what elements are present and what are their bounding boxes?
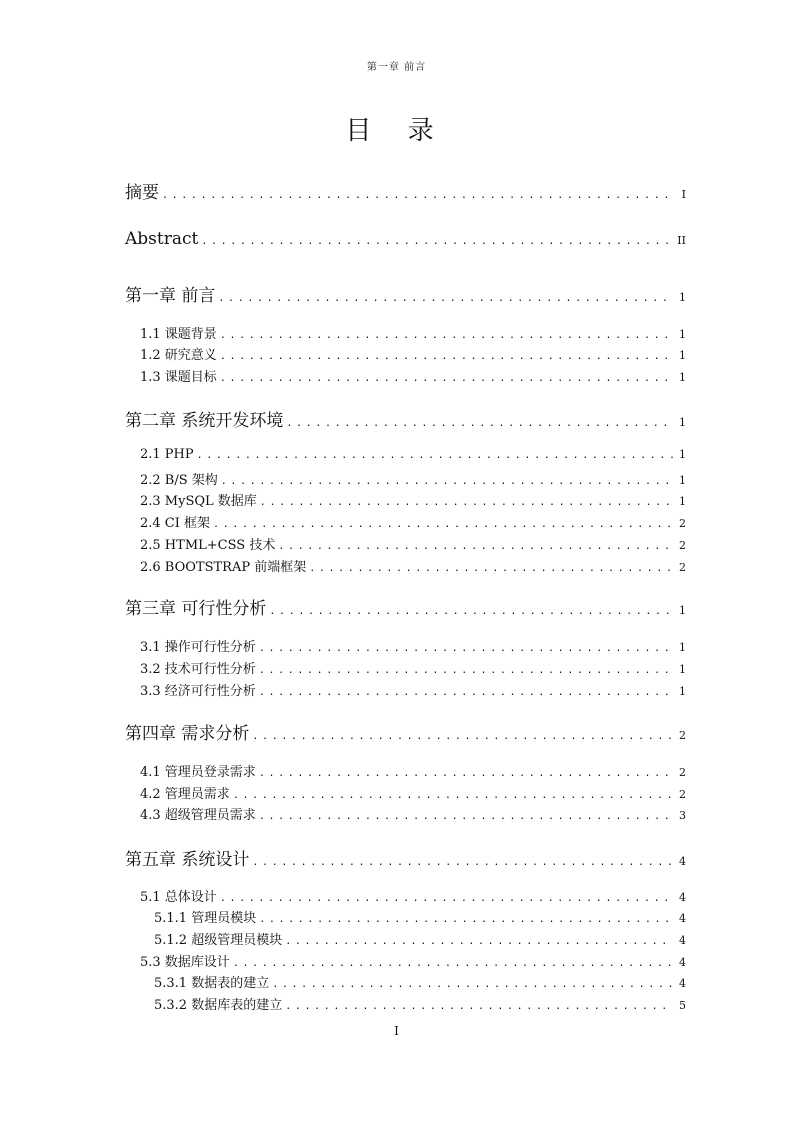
toc-entry[interactable] [125, 845, 686, 870]
toc-entry-label: Abstract [125, 229, 199, 249]
toc-entry-page: 4 [679, 912, 686, 925]
toc-entry-label: 摘要 [125, 183, 159, 203]
toc-entry-label: 第一章 前言 [125, 286, 216, 306]
toc-entry-label: 5.1.1 管理员模块 [154, 911, 257, 926]
toc-entry-label: 5.3.1 数据表的建立 [154, 976, 270, 991]
toc-entry-label: 5.3 数据库设计 [140, 955, 230, 970]
toc-entry[interactable] [125, 719, 686, 744]
toc-entry-page: II [677, 234, 686, 247]
toc-entry-label: 第四章 需求分析 [125, 724, 250, 744]
toc-entry-page: 4 [679, 891, 686, 904]
toc-entry-label: 3.3 经济可行性分析 [140, 684, 256, 699]
toc-entry[interactable] [140, 556, 686, 575]
toc-entry-label: 2.6 BOOTSTRAP 前端框架 [140, 560, 307, 575]
toc-entry-label: 5.1.2 超级管理员模块 [154, 933, 283, 948]
toc-entry-label: 4.1 管理员登录需求 [140, 765, 256, 780]
toc-entry[interactable] [125, 178, 686, 203]
toc-entry-label: 4.3 超级管理员需求 [140, 808, 256, 823]
toc-entry[interactable] [140, 636, 686, 655]
toc-entry-page: I [681, 188, 686, 201]
toc-entry-label: 5.3.2 数据库表的建立 [154, 998, 283, 1013]
toc-entry-label: 2.3 MySQL 数据库 [140, 494, 257, 509]
dot-leader [218, 293, 673, 304]
dot-leader [201, 236, 673, 247]
toc-entry-page: 1 [679, 495, 686, 508]
toc-entry-page: 1 [679, 328, 686, 341]
toc-entry[interactable] [140, 344, 686, 363]
toc-entry-page: 2 [679, 561, 686, 574]
dot-leader [162, 190, 673, 201]
dot-leader [259, 687, 673, 698]
toc-entry-page: 2 [679, 788, 686, 801]
toc-entry[interactable] [154, 994, 686, 1013]
dot-leader [260, 497, 673, 508]
dot-leader [259, 665, 673, 676]
toc-entry-label: 1.2 研究意义 [140, 348, 217, 363]
dot-leader [252, 857, 673, 868]
toc-entry-page: 1 [679, 474, 686, 487]
toc-entry-label: 2.5 HTML+CSS 技术 [140, 538, 276, 553]
toc-entry-label: 第三章 可行性分析 [125, 599, 267, 619]
toc-entry[interactable] [140, 512, 686, 531]
dot-leader [220, 373, 673, 384]
dot-leader [259, 811, 673, 822]
dot-leader [259, 914, 673, 925]
toc-entry-page: 1 [679, 663, 686, 676]
toc-entry[interactable] [140, 783, 686, 802]
toc-entry-label: 1.1 课题背景 [140, 327, 217, 342]
running-header: 第一章 前言 [366, 62, 427, 73]
toc-entry-page: 1 [679, 685, 686, 698]
toc-entry-label: 2.4 CI 框架 [140, 516, 211, 531]
toc-entry-page: 1 [679, 371, 686, 384]
toc-entry-label: 4.2 管理员需求 [140, 787, 230, 802]
toc-title: 目 录 [345, 116, 448, 146]
dot-leader [220, 351, 673, 362]
toc-entry-page: 1 [679, 604, 686, 617]
dot-leader [213, 519, 673, 530]
toc-entry[interactable] [140, 469, 686, 488]
toc-entry-page: 2 [679, 539, 686, 552]
toc-entry-page: 4 [679, 934, 686, 947]
dot-leader [221, 476, 673, 487]
toc-entry[interactable] [140, 761, 686, 780]
toc-entry[interactable] [154, 972, 686, 991]
toc-entry-page: 1 [679, 416, 686, 429]
toc-entry[interactable] [140, 680, 686, 699]
toc-entry-page: 1 [679, 641, 686, 654]
dot-leader [197, 450, 673, 461]
dot-leader [259, 768, 673, 779]
toc-entry[interactable] [140, 490, 686, 509]
toc-entry-page: 2 [679, 517, 686, 530]
dot-leader [259, 643, 673, 654]
toc-entry-label: 3.2 技术可行性分析 [140, 662, 256, 677]
dot-leader [233, 958, 673, 969]
toc-entry[interactable] [140, 886, 686, 905]
toc-entry-page: 2 [679, 729, 686, 742]
toc-entry-label: 2.2 B/S 架构 [140, 473, 218, 488]
dot-leader [220, 330, 673, 341]
toc-entry[interactable] [140, 804, 686, 823]
toc-entry[interactable] [125, 594, 686, 619]
toc-entry[interactable] [140, 658, 686, 677]
toc-entry-page: 1 [679, 448, 686, 461]
dot-leader [233, 790, 673, 801]
toc-entry-label: 2.1 PHP [140, 447, 194, 462]
toc-entry[interactable] [140, 447, 686, 462]
toc-entry[interactable] [140, 323, 686, 342]
toc-entry[interactable] [125, 229, 686, 249]
toc-entry-page: 2 [679, 766, 686, 779]
toc-entry-page: 4 [679, 977, 686, 990]
dot-leader [252, 731, 673, 742]
page-number: I [394, 1024, 399, 1038]
toc-entry[interactable] [140, 366, 686, 385]
dot-leader [285, 1001, 673, 1012]
toc-entry-label: 第五章 系统设计 [125, 850, 250, 870]
toc-entry-label: 1.3 课题目标 [140, 370, 217, 385]
dot-leader [269, 606, 673, 617]
toc-entry-label: 5.1 总体设计 [140, 890, 217, 905]
toc-entry-page: 5 [679, 999, 686, 1012]
toc-entry-label: 第二章 系统开发环境 [125, 411, 284, 431]
dot-leader [220, 893, 673, 904]
toc-entry-page: 3 [679, 809, 686, 822]
dot-leader [272, 979, 673, 990]
toc-entry-page: 4 [679, 855, 686, 868]
toc-entry-page: 4 [679, 956, 686, 969]
toc-entry-page: 1 [679, 349, 686, 362]
toc-entry[interactable] [140, 534, 686, 553]
dot-leader [286, 418, 673, 429]
dot-leader [309, 563, 673, 574]
toc-entry[interactable] [154, 907, 686, 926]
dot-leader [285, 936, 673, 947]
dot-leader [278, 541, 673, 552]
toc-entry[interactable] [154, 929, 686, 948]
toc-entry-page: 1 [679, 291, 686, 304]
toc-entry[interactable] [125, 406, 686, 431]
toc-entry[interactable] [125, 281, 686, 306]
toc-entry[interactable] [140, 951, 686, 970]
toc-entry-label: 3.1 操作可行性分析 [140, 640, 256, 655]
